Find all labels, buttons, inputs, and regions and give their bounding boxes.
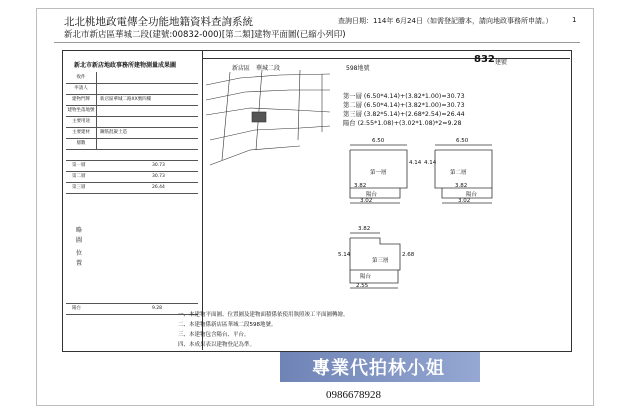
floor3-label: 第三層 [372,258,389,264]
floor1-label: 第一層 [370,170,387,176]
dimension: 3.02 [458,198,471,204]
dimension: 2.55 [356,283,369,289]
area-calculation: 第三層 (3.82*5.14)+(2.68*2.54)=26.44 [343,111,465,118]
floor2-label: 第二層 [450,170,467,176]
dimension: 3.82 [358,226,371,232]
lot-number: 598地號 [346,65,370,72]
building-suffix: 建號 [495,59,508,66]
row-label: 建物坐落地號 [66,105,97,116]
row-label: 收件 [66,72,97,83]
district-label: 新店區 華城二段 [232,65,281,72]
row-value: 鋼筋混凝土造 [100,130,127,135]
watermark-text: 專業代拍林小姐 [312,358,445,379]
office-title: 新北市新店地政事務所建物測量成果圖 [74,62,177,69]
row-label: 主要用途 [66,116,97,127]
balcony-label: 陽台 [72,306,81,311]
floor-area: 26.44 [152,185,165,190]
dimension: 5.14 [338,252,351,258]
page-number: 1 [572,16,577,24]
row-label: 主要建材 [66,127,97,138]
floor-label: 第二層 [72,174,86,179]
dimension: 4.14 [409,160,422,166]
balcony-label: 陽台 [360,274,372,280]
row-label: 層數 [66,138,97,149]
dimension: 3.82 [455,183,468,189]
note-line: 二、本建物係新店區華城二段598地號。 [178,322,277,328]
balcony-label: 陽台 [466,192,478,198]
floor-label: 第一層 [72,163,86,168]
document-subtitle: 新北市新店區華城二段(建號:00832-000)[第二類]建物平面圖(已縮小列印) [64,30,346,40]
floor-label: 第三層 [72,185,86,190]
balcony-label: 陽台 [366,192,378,198]
query-date-info: 查詢日期：114年 6月24日（如需登記謄本，請向地政事務所申請。） [338,17,553,25]
watermark-phone: 0986678928 [326,389,381,401]
dimension: 6.50 [456,138,469,144]
floor-area: 30.73 [152,174,165,179]
side-label: 圖 [76,237,83,244]
area-calculation: 第一層 (6.50*4.14)+(3.82*1.00)=30.73 [343,93,465,100]
side-label: 略 [76,227,83,234]
dimension: 3.02 [360,198,373,204]
balcony-area: 9.28 [152,306,163,311]
dimension: 3.82 [354,183,367,189]
dimension: 6.50 [372,138,385,144]
area-calculation: 第二層 (6.50*4.14)+(3.82*1.00)=30.73 [343,102,465,109]
site-map [206,70,330,165]
row-label: 申請人 [66,83,97,94]
side-label: 位 [76,250,83,257]
system-title: 北北桃地政電傳全功能地籍資料查詢系統 [64,16,253,28]
note-line: 一、本建物平面圖、位置圖及建物面積係依使用執照竣工平面圖轉繪。 [178,312,349,318]
building-number: 832 [474,54,495,65]
row-label: 建物門牌 [66,94,97,105]
dimension: 4.14 [424,160,437,166]
dimension: 2.68 [402,252,415,258]
area-calculation: 陽台 (2.55*1.08)+(3.02*1.08)*2=9.28 [343,120,462,127]
side-label: 置 [76,260,83,267]
note-line: 四、本成果表以建物登記為準。 [178,342,256,348]
row-value: 新店區華城二路XX號四樓 [100,97,152,102]
floor-area: 30.73 [152,163,165,168]
note-line: 三、本建物包含陽台、平台。 [178,332,250,338]
